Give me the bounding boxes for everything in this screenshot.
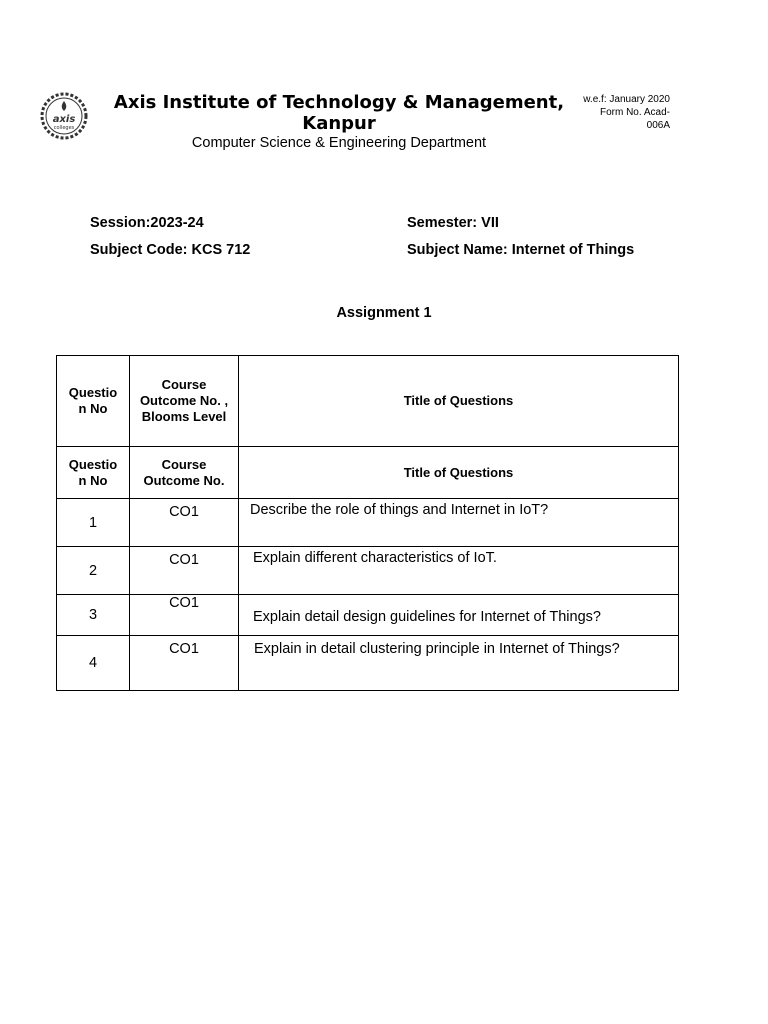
question-number: 3 bbox=[57, 595, 130, 636]
course-outcome: CO1 bbox=[130, 547, 239, 595]
header-title: Title of Questions bbox=[239, 356, 679, 447]
subheader-co-line2: Outcome No. bbox=[143, 472, 225, 488]
wef-date: w.e.f: January 2020 bbox=[583, 94, 670, 105]
question-number: 1 bbox=[57, 499, 130, 547]
form-number-line1: Form No. Acad- bbox=[599, 107, 670, 118]
subheader-qno-line1: Questio bbox=[68, 456, 118, 472]
subheader-co-line1: Course bbox=[161, 456, 207, 472]
question-number: 2 bbox=[57, 547, 130, 595]
header-qno-line2: n No bbox=[78, 401, 108, 416]
course-outcome: CO1 bbox=[130, 595, 239, 636]
subheader-question-no bbox=[57, 447, 130, 499]
header-co-line2: Outcome No. , bbox=[139, 393, 229, 408]
subheader-qno-line2: n No bbox=[78, 472, 108, 488]
subheader-course-outcome bbox=[130, 447, 239, 499]
institute-name: Axis Institute of Technology & Management, Kanpur bbox=[113, 92, 565, 134]
table-header-row bbox=[57, 356, 679, 447]
header-co-line1: Course bbox=[161, 377, 207, 392]
header-qno-line1: Questio bbox=[68, 385, 118, 400]
question-text: Explain in detail clustering principle in Internet of Things? bbox=[239, 636, 679, 691]
course-outcome: CO1 bbox=[130, 636, 239, 691]
logo-subtext: colleges bbox=[53, 125, 75, 131]
question-text: Describe the role of things and Internet in IoT? bbox=[239, 499, 679, 547]
subheader-title: Title of Questions bbox=[239, 447, 679, 499]
subject-name-label: Subject Name: Internet of Things bbox=[407, 242, 635, 258]
course-outcome: CO1 bbox=[130, 499, 239, 547]
table-row bbox=[57, 636, 679, 691]
header-course-outcome bbox=[130, 356, 239, 447]
department-name: Computer Science & Engineering Department bbox=[191, 135, 487, 151]
semester-label: Semester: VII bbox=[407, 215, 499, 231]
form-number-line2: 006A bbox=[646, 120, 670, 131]
question-text: Explain different characteristics of IoT. bbox=[239, 547, 679, 595]
assignment-title: Assignment 1 bbox=[336, 305, 432, 321]
table-subheader-row bbox=[57, 447, 679, 499]
subject-code-label: Subject Code: KCS 712 bbox=[90, 242, 251, 258]
header-co-line3: Blooms Level bbox=[141, 409, 227, 424]
institute-logo bbox=[40, 92, 88, 140]
question-number: 4 bbox=[57, 636, 130, 691]
table-row bbox=[57, 595, 679, 636]
session-label: Session:2023-24 bbox=[90, 215, 204, 231]
form-info bbox=[560, 93, 670, 132]
table-row bbox=[57, 499, 679, 547]
header-question-no bbox=[57, 356, 130, 447]
questions-table bbox=[56, 355, 679, 691]
question-text: Explain detail design guidelines for Internet of Things? bbox=[239, 595, 679, 636]
logo-text: axis bbox=[52, 114, 76, 125]
table-row bbox=[57, 547, 679, 595]
